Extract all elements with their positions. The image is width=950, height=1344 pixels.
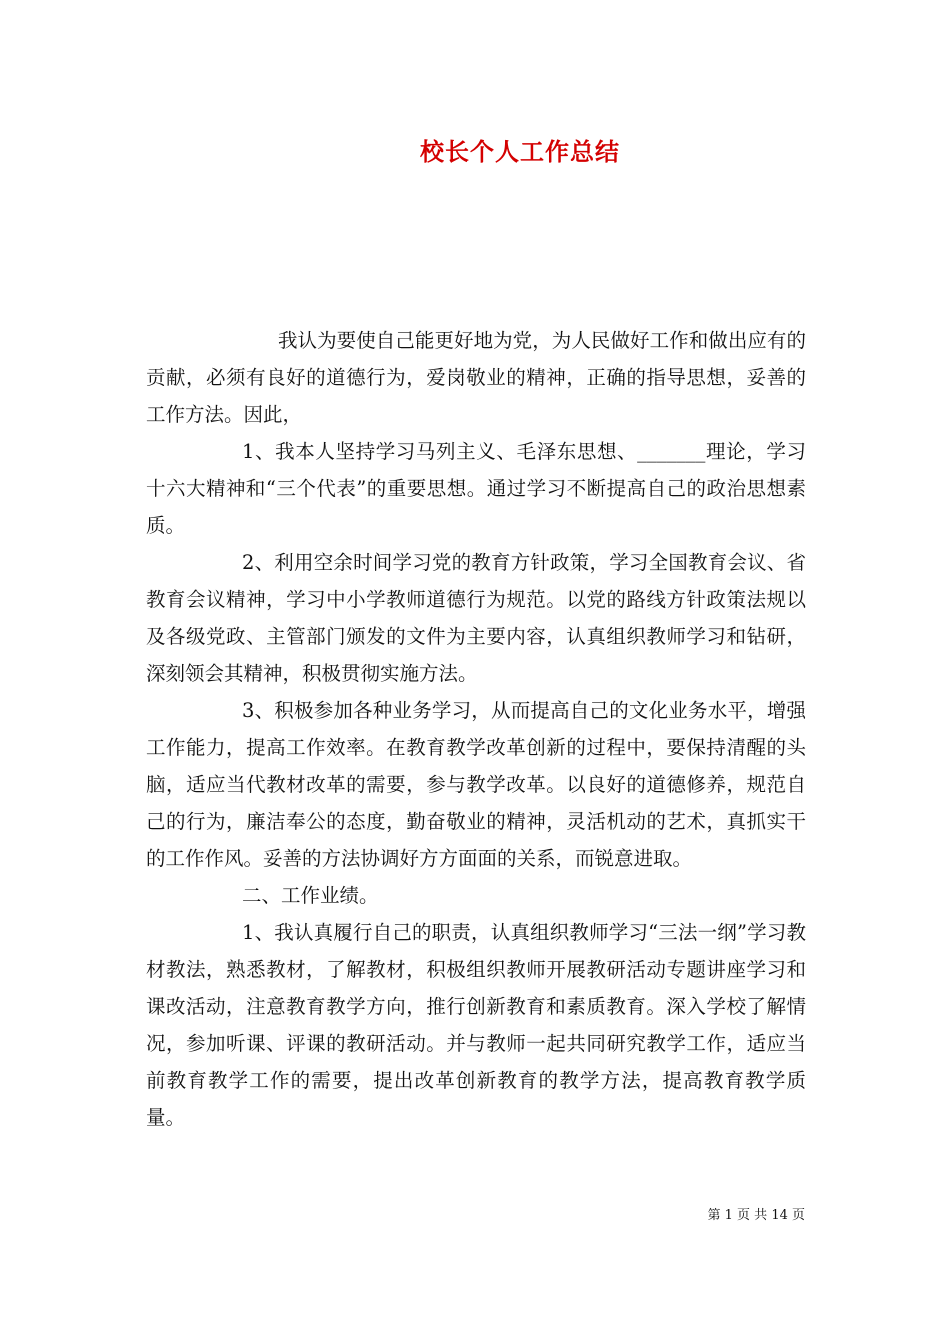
paragraph-item-2: 2、利用空余时间学习党的教育方针政策，学习全国教育会议、省教育会议精神，学习中小学教师道德行为规范。以党的路线方针政策法规以及各级党政、主管部门颁发的文件为主要内容，认真组织教师学习和钻研，深刻领会其精神，积极贯彻实施方法。 (146, 551, 806, 685)
page-number: 第 1 页 共 14 页 (707, 1208, 805, 1223)
paragraph-intro: 我认为要使自己能更好地为党，为人民做好工作和做出应有的贡献，必须有良好的道德行为，爱岗敬业的精神，正确的指导思想，妥善的工作方法。因此， (146, 329, 806, 426)
paragraph-item-3: 3、积极参加各种业务学习，从而提高自己的文化业务水平，增强工作能力，提高工作效率。在教育教学改革创新的过程中，要保持清醒的头脑，适应当代教材改革的需要，参与教学改革。以良好的道德修养，规范自己的行为，廉洁奉公的态度，勤奋敬业的精神，灵活机动的艺术，真抓实干的工作作风。妥善的方法协调好方方面面的关系，而锐意进取。 (146, 699, 806, 870)
paragraph-item-1: 1、我本人坚持学习马列主义、毛泽东思想、_______理论，学习十六大精神和“三个代表”的重要思想。通过学习不断提高自己的政治思想素质。 (146, 440, 806, 537)
document-body (146, 322, 806, 1136)
section-heading-work-results: 二、工作业绩。 (242, 884, 379, 907)
paragraph-result-1: 1、我认真履行自己的职责，认真组织教师学习“三法一纲”学习教材教法，熟悉教材，了解教材，积极组织教师开展教研活动专题讲座学习和课改活动，注意教育教学方向，推行创新教育和素质教育。深入学校了解情况，参加听课、评课的教研活动。并与教师一起共同研究教学工作，适应当前教育教学工作的需要，提出改革创新教育的教学方法，提高教育教学质量。 (146, 921, 806, 1129)
document-title: 校长个人工作总结 (420, 137, 620, 166)
